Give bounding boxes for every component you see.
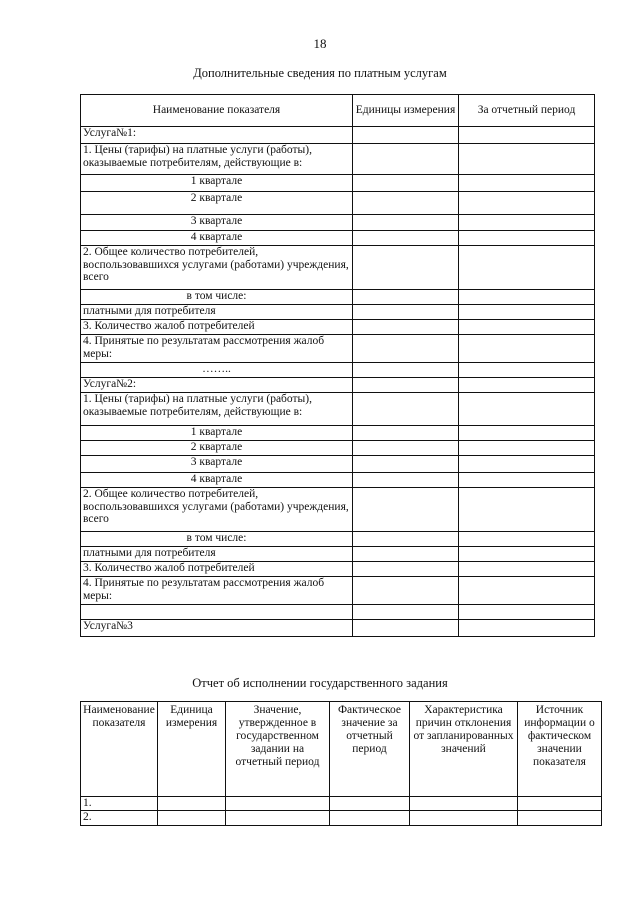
units-cell <box>353 605 459 620</box>
value-cell <box>518 797 602 811</box>
period-cell <box>459 532 595 547</box>
value-cell <box>518 811 602 826</box>
units-cell <box>353 456 459 473</box>
indicator-cell: в том числе: <box>81 290 353 305</box>
units-cell <box>353 393 459 426</box>
indicator-cell: 2 квартале <box>81 192 353 215</box>
period-cell <box>459 562 595 577</box>
indicator-cell: 4. Принятые по результатам рассмотрения жалоб меры: <box>81 335 353 363</box>
indicator-cell: платными для потребителя <box>81 305 353 320</box>
units-cell <box>353 320 459 335</box>
table-row <box>81 441 595 456</box>
units-cell <box>353 215 459 231</box>
table-row <box>81 335 595 363</box>
period-cell <box>459 335 595 363</box>
row-number: 2. <box>81 811 158 826</box>
units-cell <box>353 378 459 393</box>
header-deviation-reasons: Характеристика причин отклонения от запланированных значений <box>410 702 518 797</box>
value-cell <box>226 811 330 826</box>
table-row <box>81 456 595 473</box>
header-approved-value: Значение, утвержденное в государственном задании на отчетный период <box>226 702 330 797</box>
row-number: 1. <box>81 797 158 811</box>
table-row <box>81 127 595 144</box>
header-actual-value: Фактическое значение за отчетный период <box>330 702 410 797</box>
value-cell <box>410 811 518 826</box>
table-row <box>81 144 595 175</box>
period-cell <box>459 144 595 175</box>
table-row <box>81 363 595 378</box>
table-row <box>81 620 595 637</box>
period-cell <box>459 605 595 620</box>
units-cell <box>353 547 459 562</box>
table-row <box>81 426 595 441</box>
units-cell <box>353 620 459 637</box>
units-cell <box>353 488 459 532</box>
table-row <box>81 577 595 605</box>
table-row <box>81 246 595 290</box>
indicator-cell: 3 квартале <box>81 215 353 231</box>
units-cell <box>353 532 459 547</box>
indicator-cell: 3. Количество жалоб потребителей <box>81 320 353 335</box>
period-cell <box>459 175 595 192</box>
period-cell <box>459 127 595 144</box>
units-cell <box>353 562 459 577</box>
units-cell <box>353 305 459 320</box>
table-row <box>81 231 595 246</box>
header-reporting-period: За отчетный период <box>459 95 595 127</box>
header-indicator: Наименование показателя <box>81 702 158 797</box>
state-assignment-table <box>80 701 602 826</box>
table-row <box>81 532 595 547</box>
page-number: 18 <box>313 36 327 51</box>
table2-title: Отчет об исполнении государственного задания <box>192 676 448 690</box>
table-row <box>81 605 595 620</box>
paid-services-table <box>80 94 595 637</box>
table-row <box>81 305 595 320</box>
indicator-cell: 4. Принятые по результатам рассмотрения жалоб меры: <box>81 577 353 605</box>
indicator-cell: 4 квартале <box>81 231 353 246</box>
indicator-cell: …….. <box>81 363 353 378</box>
table-row <box>81 320 595 335</box>
value-cell <box>330 797 410 811</box>
indicator-cell: 4 квартале <box>81 473 353 488</box>
indicator-cell: платными для потребителя <box>81 547 353 562</box>
units-cell <box>353 290 459 305</box>
value-cell <box>410 797 518 811</box>
units-cell <box>353 175 459 192</box>
indicator-cell: Услуга№2: <box>81 378 353 393</box>
table1-title: Дополнительные сведения по платным услугам <box>193 66 447 80</box>
table-row <box>81 192 595 215</box>
value-cell <box>158 811 226 826</box>
period-cell <box>459 320 595 335</box>
header-unit: Единица измерения <box>158 702 226 797</box>
indicator-cell: Услуга№1: <box>81 127 353 144</box>
indicator-cell: в том числе: <box>81 532 353 547</box>
units-cell <box>353 127 459 144</box>
header-units: Единицы измерения <box>353 95 459 127</box>
period-cell <box>459 215 595 231</box>
table2-header-row <box>81 702 602 797</box>
table-row <box>81 393 595 426</box>
period-cell <box>459 473 595 488</box>
table-row <box>81 562 595 577</box>
value-cell <box>226 797 330 811</box>
units-cell <box>353 335 459 363</box>
period-cell <box>459 577 595 605</box>
period-cell <box>459 363 595 378</box>
value-cell <box>158 797 226 811</box>
indicator-cell <box>81 605 353 620</box>
indicator-cell: 1. Цены (тарифы) на платные услуги (работы), оказываемые потребителям, действующие в: <box>81 393 353 426</box>
indicator-cell: 2. Общее количество потребителей, воспользовавшихся услугами (работами) учреждения, всего <box>81 246 353 290</box>
period-cell <box>459 620 595 637</box>
table-row <box>81 547 595 562</box>
period-cell <box>459 290 595 305</box>
period-cell <box>459 547 595 562</box>
indicator-cell: 1 квартале <box>81 175 353 192</box>
table-row <box>81 378 595 393</box>
units-cell <box>353 246 459 290</box>
indicator-cell: 3 квартале <box>81 456 353 473</box>
period-cell <box>459 488 595 532</box>
units-cell <box>353 473 459 488</box>
period-cell <box>459 456 595 473</box>
indicator-cell: 1 квартале <box>81 426 353 441</box>
table-row <box>81 473 595 488</box>
period-cell <box>459 231 595 246</box>
indicator-cell: 2. Общее количество потребителей, воспользовавшихся услугами (работами) учреждения, всего <box>81 488 353 532</box>
period-cell <box>459 246 595 290</box>
units-cell <box>353 577 459 605</box>
table-row <box>81 215 595 231</box>
indicator-cell: 1. Цены (тарифы) на платные услуги (работы), оказываемые потребителям, действующие в: <box>81 144 353 175</box>
indicator-cell: Услуга№3 <box>81 620 353 637</box>
period-cell <box>459 441 595 456</box>
period-cell <box>459 426 595 441</box>
indicator-cell: 3. Количество жалоб потребителей <box>81 562 353 577</box>
units-cell <box>353 363 459 378</box>
units-cell <box>353 231 459 246</box>
units-cell <box>353 144 459 175</box>
header-indicator-name: Наименование показателя <box>81 95 353 127</box>
header-info-source: Источник информации о фактическом значении показателя <box>518 702 602 797</box>
period-cell <box>459 393 595 426</box>
units-cell <box>353 426 459 441</box>
table-row <box>81 811 602 826</box>
table-row <box>81 175 595 192</box>
table-row <box>81 797 602 811</box>
units-cell <box>353 441 459 456</box>
table-row <box>81 488 595 532</box>
value-cell <box>330 811 410 826</box>
table1-header-row <box>81 95 595 127</box>
period-cell <box>459 192 595 215</box>
table-row <box>81 290 595 305</box>
indicator-cell: 2 квартале <box>81 441 353 456</box>
period-cell <box>459 378 595 393</box>
units-cell <box>353 192 459 215</box>
period-cell <box>459 305 595 320</box>
